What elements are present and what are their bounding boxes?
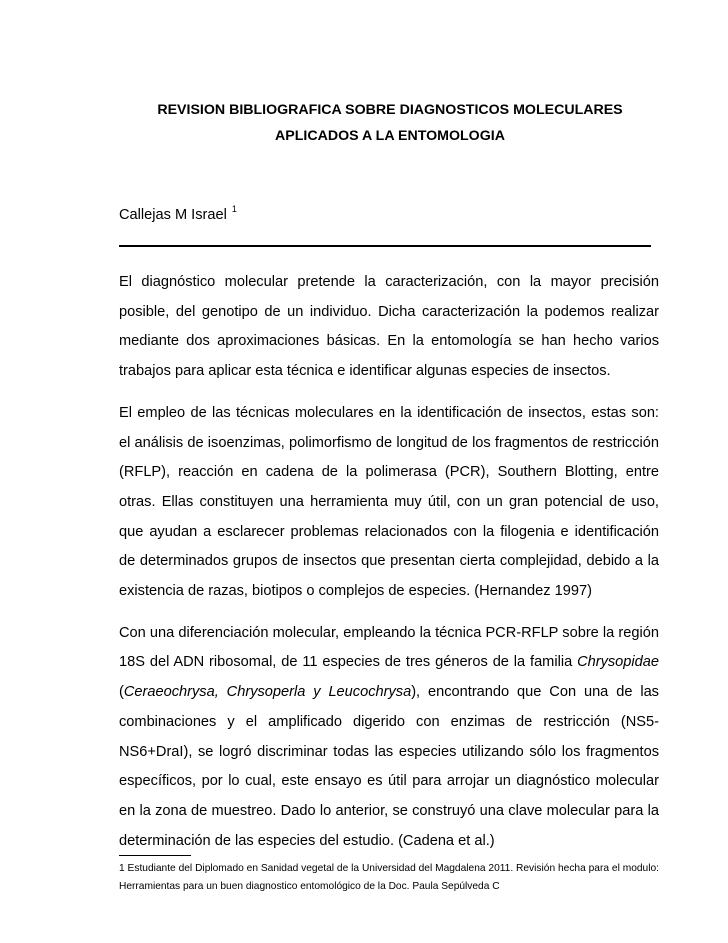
paragraph-2: El empleo de las técnicas moleculares en la identificación de insectos, estas son: el análisis de isoenzimas, polimorfismo de longitud de los fragmentos de restricción (RFLP), reacción en cadena de la polimerasa (PCR), Southern Blotting, entre otras. Ellas constituyen una herramienta muy útil, con un gran potencial de uso, que ayudan a esclarecer problemas relacionados con la filogenia e identificación de determinados grupos de insectos que presentan cierta complejidad, debido a la existencia de razas, biotipos o complejos de especies. (Hernandez 1997) <box>119 404 659 600</box>
genera-names: Ceraeochrysa, Chrysoperla y Leucochrysa <box>123 684 412 701</box>
paragraph-3-part-1: Con una diferenciación molecular, empleando la técnica PCR-RFLP sobre la región 18S del ADN ribosomal, de 11 especies de tres géneros de la familia <box>119 624 659 671</box>
author-footnote-mark: 1 <box>231 204 237 214</box>
title-line-2: APLICADOS A LA ENTOMOLOGIA <box>275 128 505 144</box>
paragraph-3 <box>119 619 659 857</box>
author-line <box>119 199 237 225</box>
document-body <box>119 268 659 868</box>
family-name: Chrysopidae <box>577 654 659 671</box>
paragraph-3-part-3: ), encontrando que Con una de las combinaciones y el amplificado digerido con enzimas de restricción (NS5-NS6+DraI), se logró discriminar todas las especies utilizando sólo los fragmentos específicos, por lo cual, este ensayo es útil para arrojar un diagnóstico molecular en la zona de muestreo. Dado lo anterior, se construyó una clave molecular para la determinación de las especies del estudio. (Cadena et al.) <box>119 684 659 849</box>
author-name: Callejas M Israel <box>119 207 227 223</box>
title-line-1: REVISION BIBLIOGRAFICA SOBRE DIAGNOSTICOS MOLECULARES <box>157 102 623 118</box>
footnote-divider <box>119 855 191 856</box>
footnote: 1 Estudiante del Diplomado en Sanidad vegetal de la Universidad del Magdalena 2011. Revisión hecha para el modulo: Herramientas para un buen diagnostico entomológico de la Doc. Paula Sepúlveda C <box>119 863 659 892</box>
paragraph-1: El diagnóstico molecular pretende la caracterización, con la mayor precisión posible, del genotipo de un individuo. Dicha caracterización la podemos realizar mediante dos aproximaciones básicas. En la entomología se han hecho varios trabajos para aplicar esta técnica e identificar algunas especies de insectos. <box>119 274 659 380</box>
document-title <box>120 97 660 149</box>
header-divider <box>119 245 651 247</box>
paragraph-3-part-2: ( <box>119 684 124 701</box>
